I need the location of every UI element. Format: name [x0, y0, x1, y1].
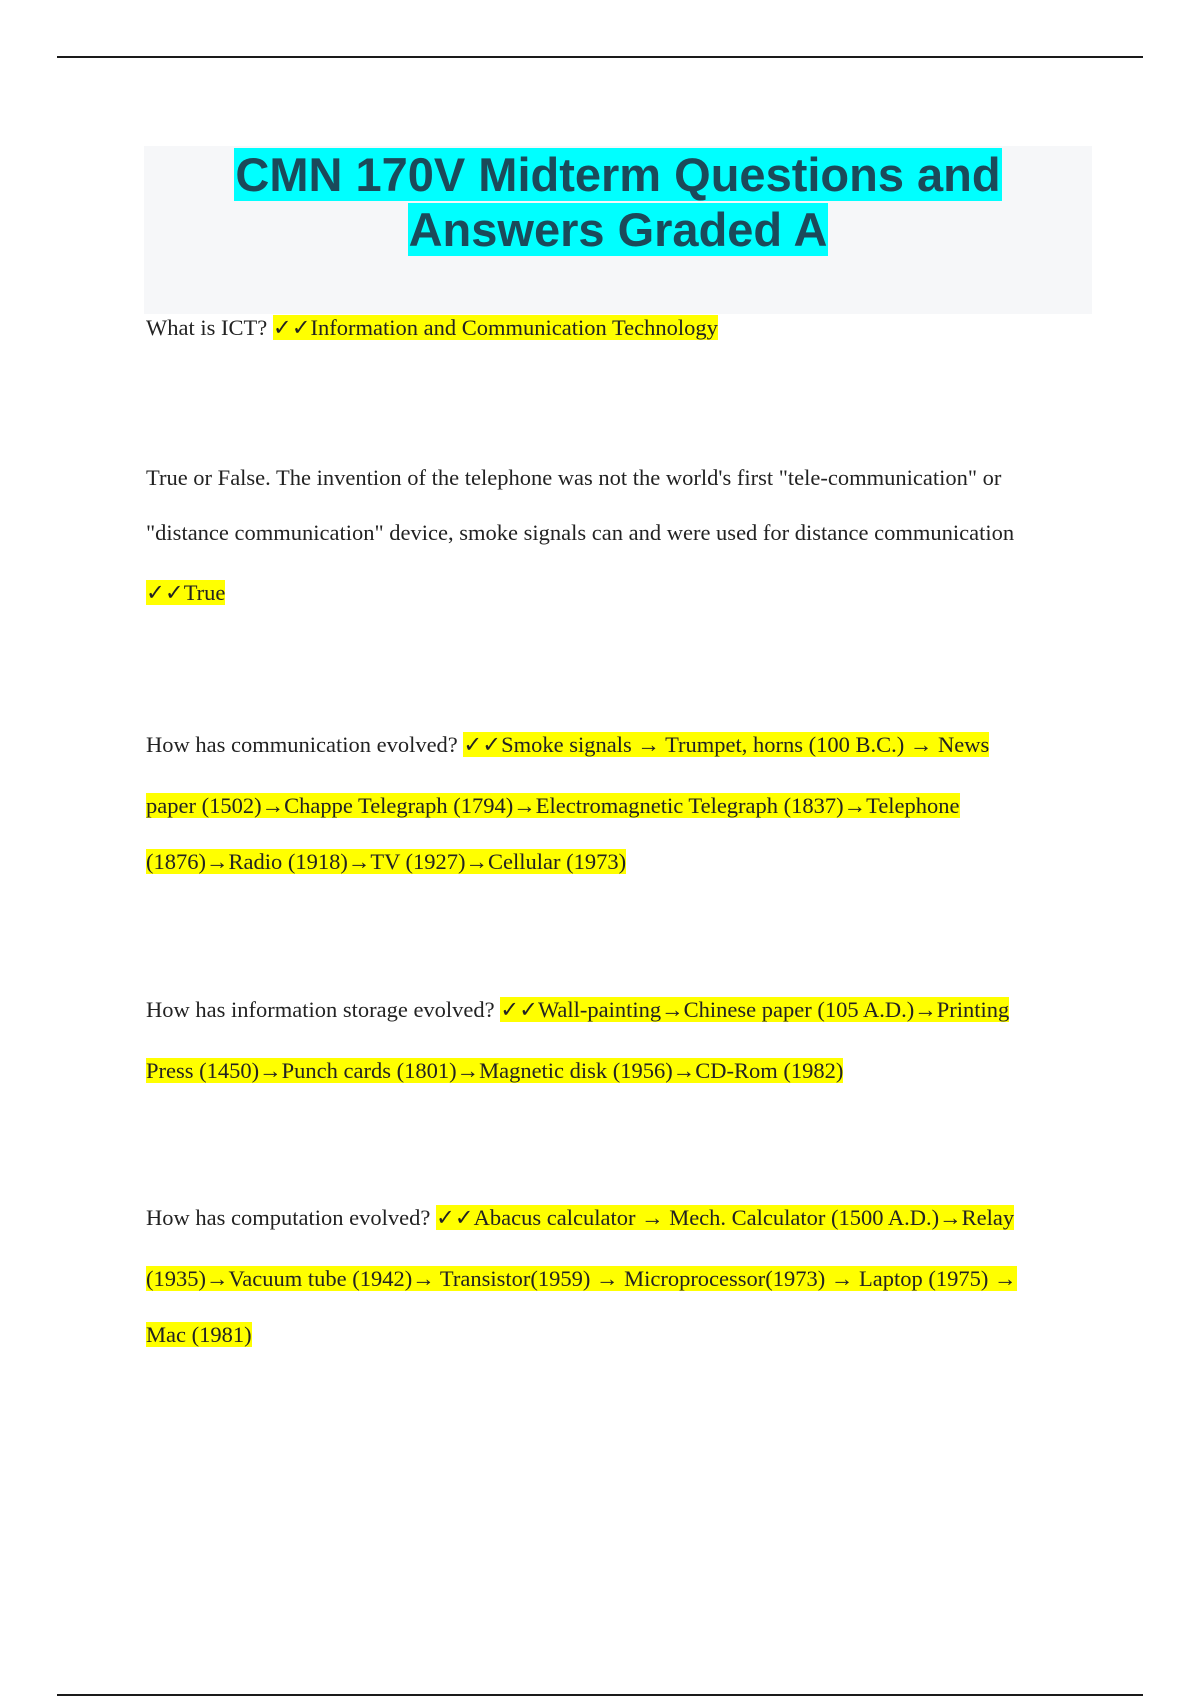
answer-text: Press (1450)→Punch cards (1801)→Magnetic disk (1956)→CD-Rom (1982)	[146, 1058, 844, 1083]
answer-line	[146, 1058, 843, 1084]
answer-line	[146, 1322, 252, 1348]
answer-line	[146, 793, 960, 819]
answer-line	[146, 1266, 1017, 1292]
answer-text: Mac (1981)	[146, 1322, 252, 1347]
answer-text: ✓✓Wall-painting→Chinese paper (105 A.D.)→Printing	[500, 997, 1010, 1022]
answer-text: ✓✓Abacus calculator → Mech. Calculator (1500 A.D.)→Relay	[435, 1205, 1015, 1230]
answer-text: (1935)→Vacuum tube (1942)→ Transistor(1959) → Microprocessor(1973) → Laptop (1975) →	[146, 1266, 1017, 1291]
question-text: How has information storage evolved?	[146, 997, 495, 1022]
title-banner	[144, 146, 1092, 314]
footer-rule	[57, 1694, 1143, 1696]
question-text: How has computation evolved?	[146, 1205, 431, 1230]
question-text: What is ICT?	[146, 315, 268, 340]
title-line-1: CMN 170V Midterm Questions and	[235, 148, 1001, 201]
question-line: "distance communication" device, smoke signals can and were used for distance communication	[146, 520, 1015, 545]
qa-item-computation	[146, 1205, 1014, 1231]
qa-item-ict	[146, 315, 718, 341]
header-rule	[57, 56, 1143, 58]
qa-answer-true	[146, 580, 225, 606]
answer-text: ✓✓True	[146, 580, 226, 605]
question-line: True or False. The invention of the telephone was not the world's first "tele-communication" or	[146, 465, 1002, 490]
answer-text: ✓✓Smoke signals → Trumpet, horns (100 B.C.) → News	[463, 732, 990, 757]
answer-line	[146, 849, 626, 875]
page-title	[144, 146, 1092, 257]
qa-item-storage	[146, 997, 1009, 1023]
qa-item-communication	[146, 732, 989, 758]
answer-text: (1876)→Radio (1918)→TV (1927)→Cellular (1973)	[146, 849, 627, 874]
question-text: How has communication evolved?	[146, 732, 458, 757]
answer-text: ✓✓Information and Communication Technology	[272, 315, 718, 340]
answer-text: paper (1502)→Chappe Telegraph (1794)→Electromagnetic Telegraph (1837)→Telephone	[146, 793, 960, 818]
title-line-2: Answers Graded A	[408, 203, 828, 256]
